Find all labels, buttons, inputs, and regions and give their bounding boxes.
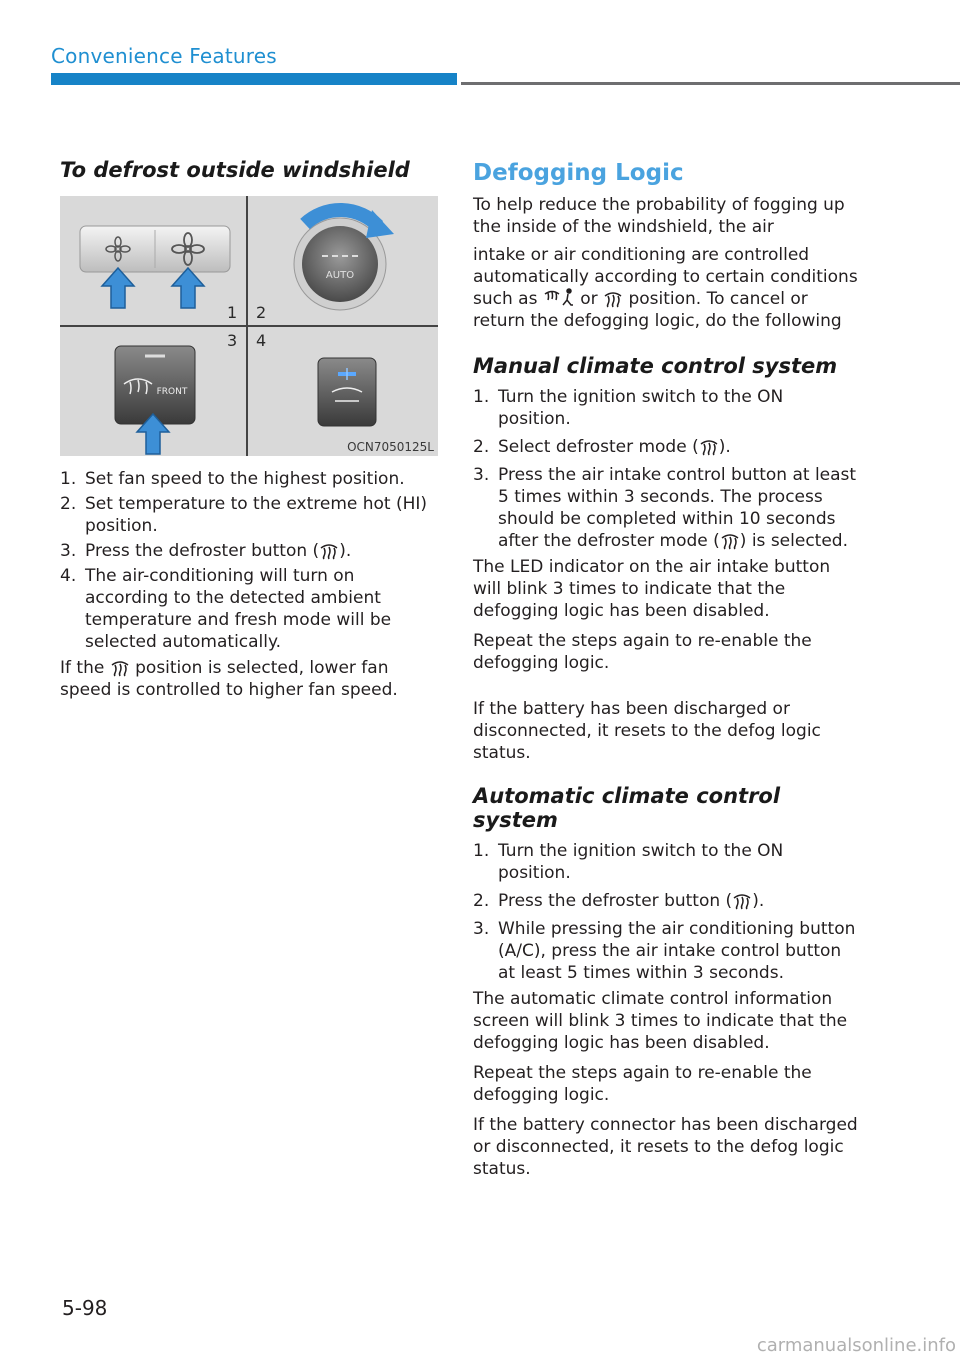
manual-steps	[473, 386, 858, 552]
automatic-para: The automatic climate control information screen will blink 3 times to indicate that the defogging logic has been disabled.	[473, 989, 848, 1053]
intro-paragraph: To help reduce the probability of fogging up the inside of the windshield, the air	[473, 195, 845, 237]
list-item: 2. Select defroster mode ( ).	[473, 437, 731, 457]
defroster-icon	[699, 438, 719, 456]
list-item: 1. Set fan speed to the highest position.	[60, 469, 405, 489]
left-column	[60, 158, 438, 701]
defogging-logic-heading: Defogging Logic	[473, 160, 684, 186]
front-defrost-button	[115, 346, 195, 424]
defrost-outside-heading: To defrost outside windshield	[60, 158, 410, 182]
defrost-note: If the position is selected, lower fan speed is controlled to higher fan speed.	[60, 658, 398, 700]
figure-caption: OCN7050125L	[347, 440, 434, 454]
defroster-icon	[319, 542, 339, 560]
auto-label: AUTO	[325, 270, 355, 281]
list-item: 3. Press the air intake control button at least 5 times within 3 seconds. The process should be completed within 10 seconds after the defroster mode ( ) is selected.	[473, 465, 857, 551]
automatic-para: If the battery connector has been discharged or disconnected, it resets to the defog logic status.	[473, 1115, 858, 1179]
list-item: 3. While pressing the air conditioning button (A/C), press the air intake control button at least 5 times within 3 seconds.	[473, 919, 856, 983]
list-item: 4. The air-conditioning will turn on according to the detected ambient temperature and fresh mode will be selected automatically.	[60, 566, 392, 652]
manual-para: If the battery has been discharged or disconnected, it resets to the defog logic status.	[473, 699, 821, 763]
manual-para: The LED indicator on the air intake button will blink 3 times to indicate that the defogging logic has been disabled.	[473, 557, 831, 621]
defroster-icon	[720, 532, 740, 550]
page-number: 5-98	[62, 1296, 108, 1320]
header-rule	[461, 82, 960, 85]
intro-paragraph: intake or air conditioning are controlled automatically according to certain conditions such as or position. To cancel or return the defogging logic, do the following	[473, 245, 858, 331]
list-item: 2. Press the defroster button ( ).	[473, 891, 765, 911]
list-item: 3. Press the defroster button ( ).	[60, 541, 352, 561]
panel-number-3: 3	[227, 331, 238, 350]
section-title: Convenience Features	[51, 44, 277, 68]
defroster-icon	[603, 290, 623, 308]
automatic-climate-heading: Automatic climate control system	[473, 784, 781, 832]
header-accent-bar	[51, 73, 457, 85]
defrost-figure	[60, 196, 438, 456]
defrost-illustration	[60, 196, 438, 456]
list-item: 2. Set temperature to the extreme hot (HI) position.	[60, 494, 428, 536]
panel-number-2: 2	[256, 303, 267, 322]
defrost-steps	[60, 468, 438, 653]
automatic-para: Repeat the steps again to re-enable the defogging logic.	[473, 1063, 812, 1105]
manual-para: Repeat the steps again to re-enable the defogging logic.	[473, 631, 812, 673]
front-label: FRONT	[156, 387, 188, 397]
automatic-steps	[473, 840, 858, 984]
arrow-up-icon	[172, 268, 204, 308]
panel-number-1: 1	[227, 303, 238, 322]
panel-number-4: 4	[256, 331, 267, 350]
list-item: 1. Turn the ignition switch to the ON position.	[473, 841, 784, 883]
defroster-icon	[732, 892, 752, 910]
floor-defrost-icon	[543, 288, 575, 308]
watermark: carmanualsonline.info	[756, 1335, 956, 1356]
list-item: 1. Turn the ignition switch to the ON position.	[473, 387, 784, 429]
defroster-icon	[110, 659, 130, 677]
manual-climate-heading: Manual climate control system	[473, 354, 838, 378]
arrow-up-icon	[102, 268, 134, 308]
right-column	[473, 158, 858, 1180]
